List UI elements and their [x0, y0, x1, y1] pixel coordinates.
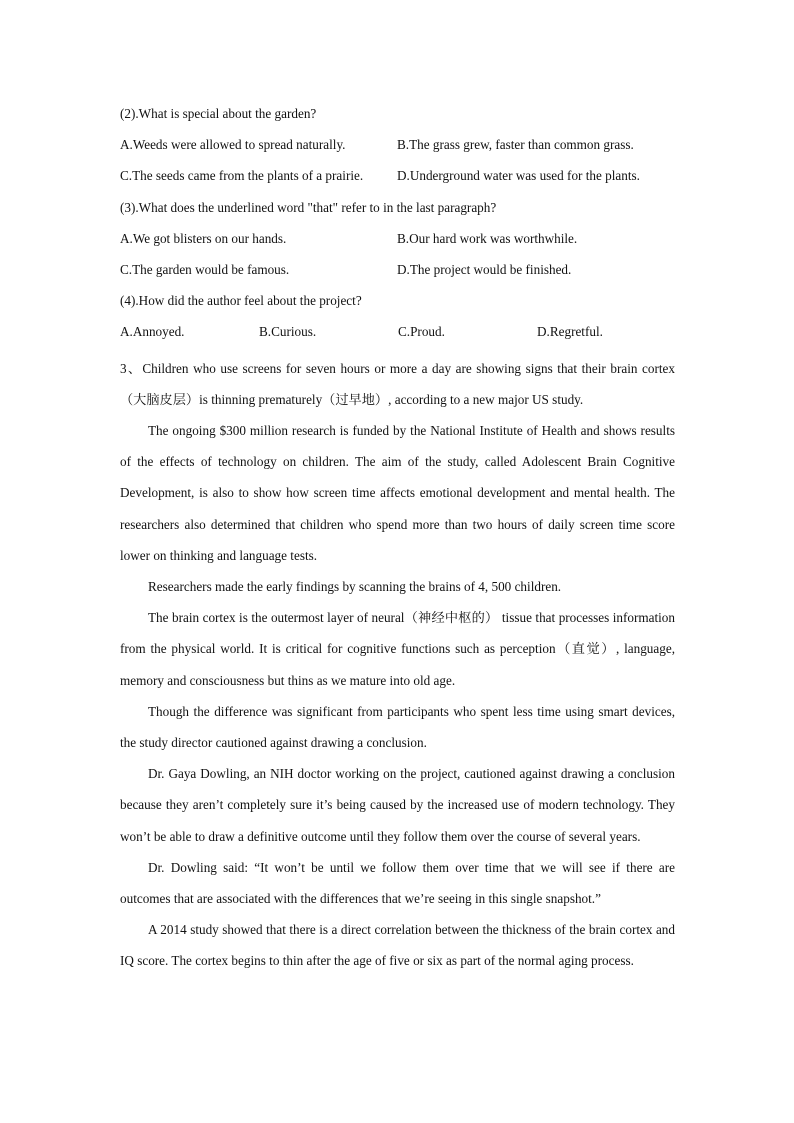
- q3-option-b: B.Our hard work was worthwhile.: [397, 230, 578, 246]
- question-2-options-row-2: [120, 165, 675, 196]
- question-2-options-row-1: [120, 134, 675, 165]
- question-3-options-row-1: [120, 228, 675, 259]
- question-3: (3).What does the underlined word "that" refer to in the last paragraph?: [120, 199, 497, 215]
- question-4-options-row: [120, 321, 675, 352]
- q3-option-a: A.We got blisters on our hands.: [120, 230, 287, 246]
- passage-paragraph-3: Researchers made the early findings by scanning the brains of 4, 500 children.: [148, 578, 562, 594]
- q2-option-d: D.Underground water was used for the plants.: [397, 168, 640, 184]
- passage-paragraph-5: Though the difference was significant from participants who spent less time using smart devices, the study director cautioned against drawing a conclusion.: [120, 703, 675, 750]
- document-content: [120, 103, 675, 977]
- passage-paragraph-8: A 2014 study showed that there is a direct correlation between the thickness of the brain cortex and IQ score. The cortex begins to thin after the age of five or six as part of the normal aging process.: [120, 922, 675, 969]
- q4-option-c: C.Proud.: [398, 324, 445, 340]
- passage-paragraph-1: 3、Children who use screens for seven hours or more a day are showing signs that their brain cortex（大脑皮层）is thinning prematurely（过早地）, according to a new major US study.: [120, 360, 675, 407]
- passage-paragraph-2: The ongoing $300 million research is funded by the National Institute of Health and shows results of the effects of technology on children. The aim of the study, called Adolescent Brain Cognitive Development, is also to show how screen time affects emotional development and mental health. The researchers also determined that children who spend more than two hours of daily screen time score lower on thinking and language tests.: [120, 422, 675, 563]
- q4-option-d: D.Regretful.: [537, 324, 603, 340]
- q3-option-d: D.The project would be finished.: [397, 261, 572, 277]
- q2-option-a: A.Weeds were allowed to spread naturally.: [120, 137, 346, 153]
- q4-option-a: A.Annoyed.: [120, 324, 185, 340]
- passage-paragraph-4: The brain cortex is the outermost layer of neural（神经中枢的） tissue that processes information from the physical world. It is critical for cognitive functions such as perception（直觉）, language, memory and consciousness but thins as we mature into old age.: [120, 610, 675, 688]
- question-3-options-row-2: [120, 259, 675, 290]
- passage-paragraph-7: Dr. Dowling said: “It won’t be until we follow them over time that we will see if there are outcomes that are associated with the differences that we’re seeing in this single snapshot.”: [120, 859, 675, 906]
- q2-option-c: C.The seeds came from the plants of a prairie.: [120, 168, 364, 184]
- question-4: (4).How did the author feel about the project?: [120, 293, 362, 309]
- q4-option-b: B.Curious.: [259, 324, 317, 340]
- q3-option-c: C.The garden would be famous.: [120, 261, 290, 277]
- q2-option-b: B.The grass grew, faster than common grass.: [397, 137, 634, 153]
- passage-paragraph-6: Dr. Gaya Dowling, an NIH doctor working on the project, cautioned against drawing a conclusion because they aren’t completely sure it’s being caused by the increased use of modern technology. They won’t be able to draw a definitive outcome until they follow them over the course of several years.: [120, 766, 675, 844]
- question-2: (2).What is special about the garden?: [120, 106, 317, 121]
